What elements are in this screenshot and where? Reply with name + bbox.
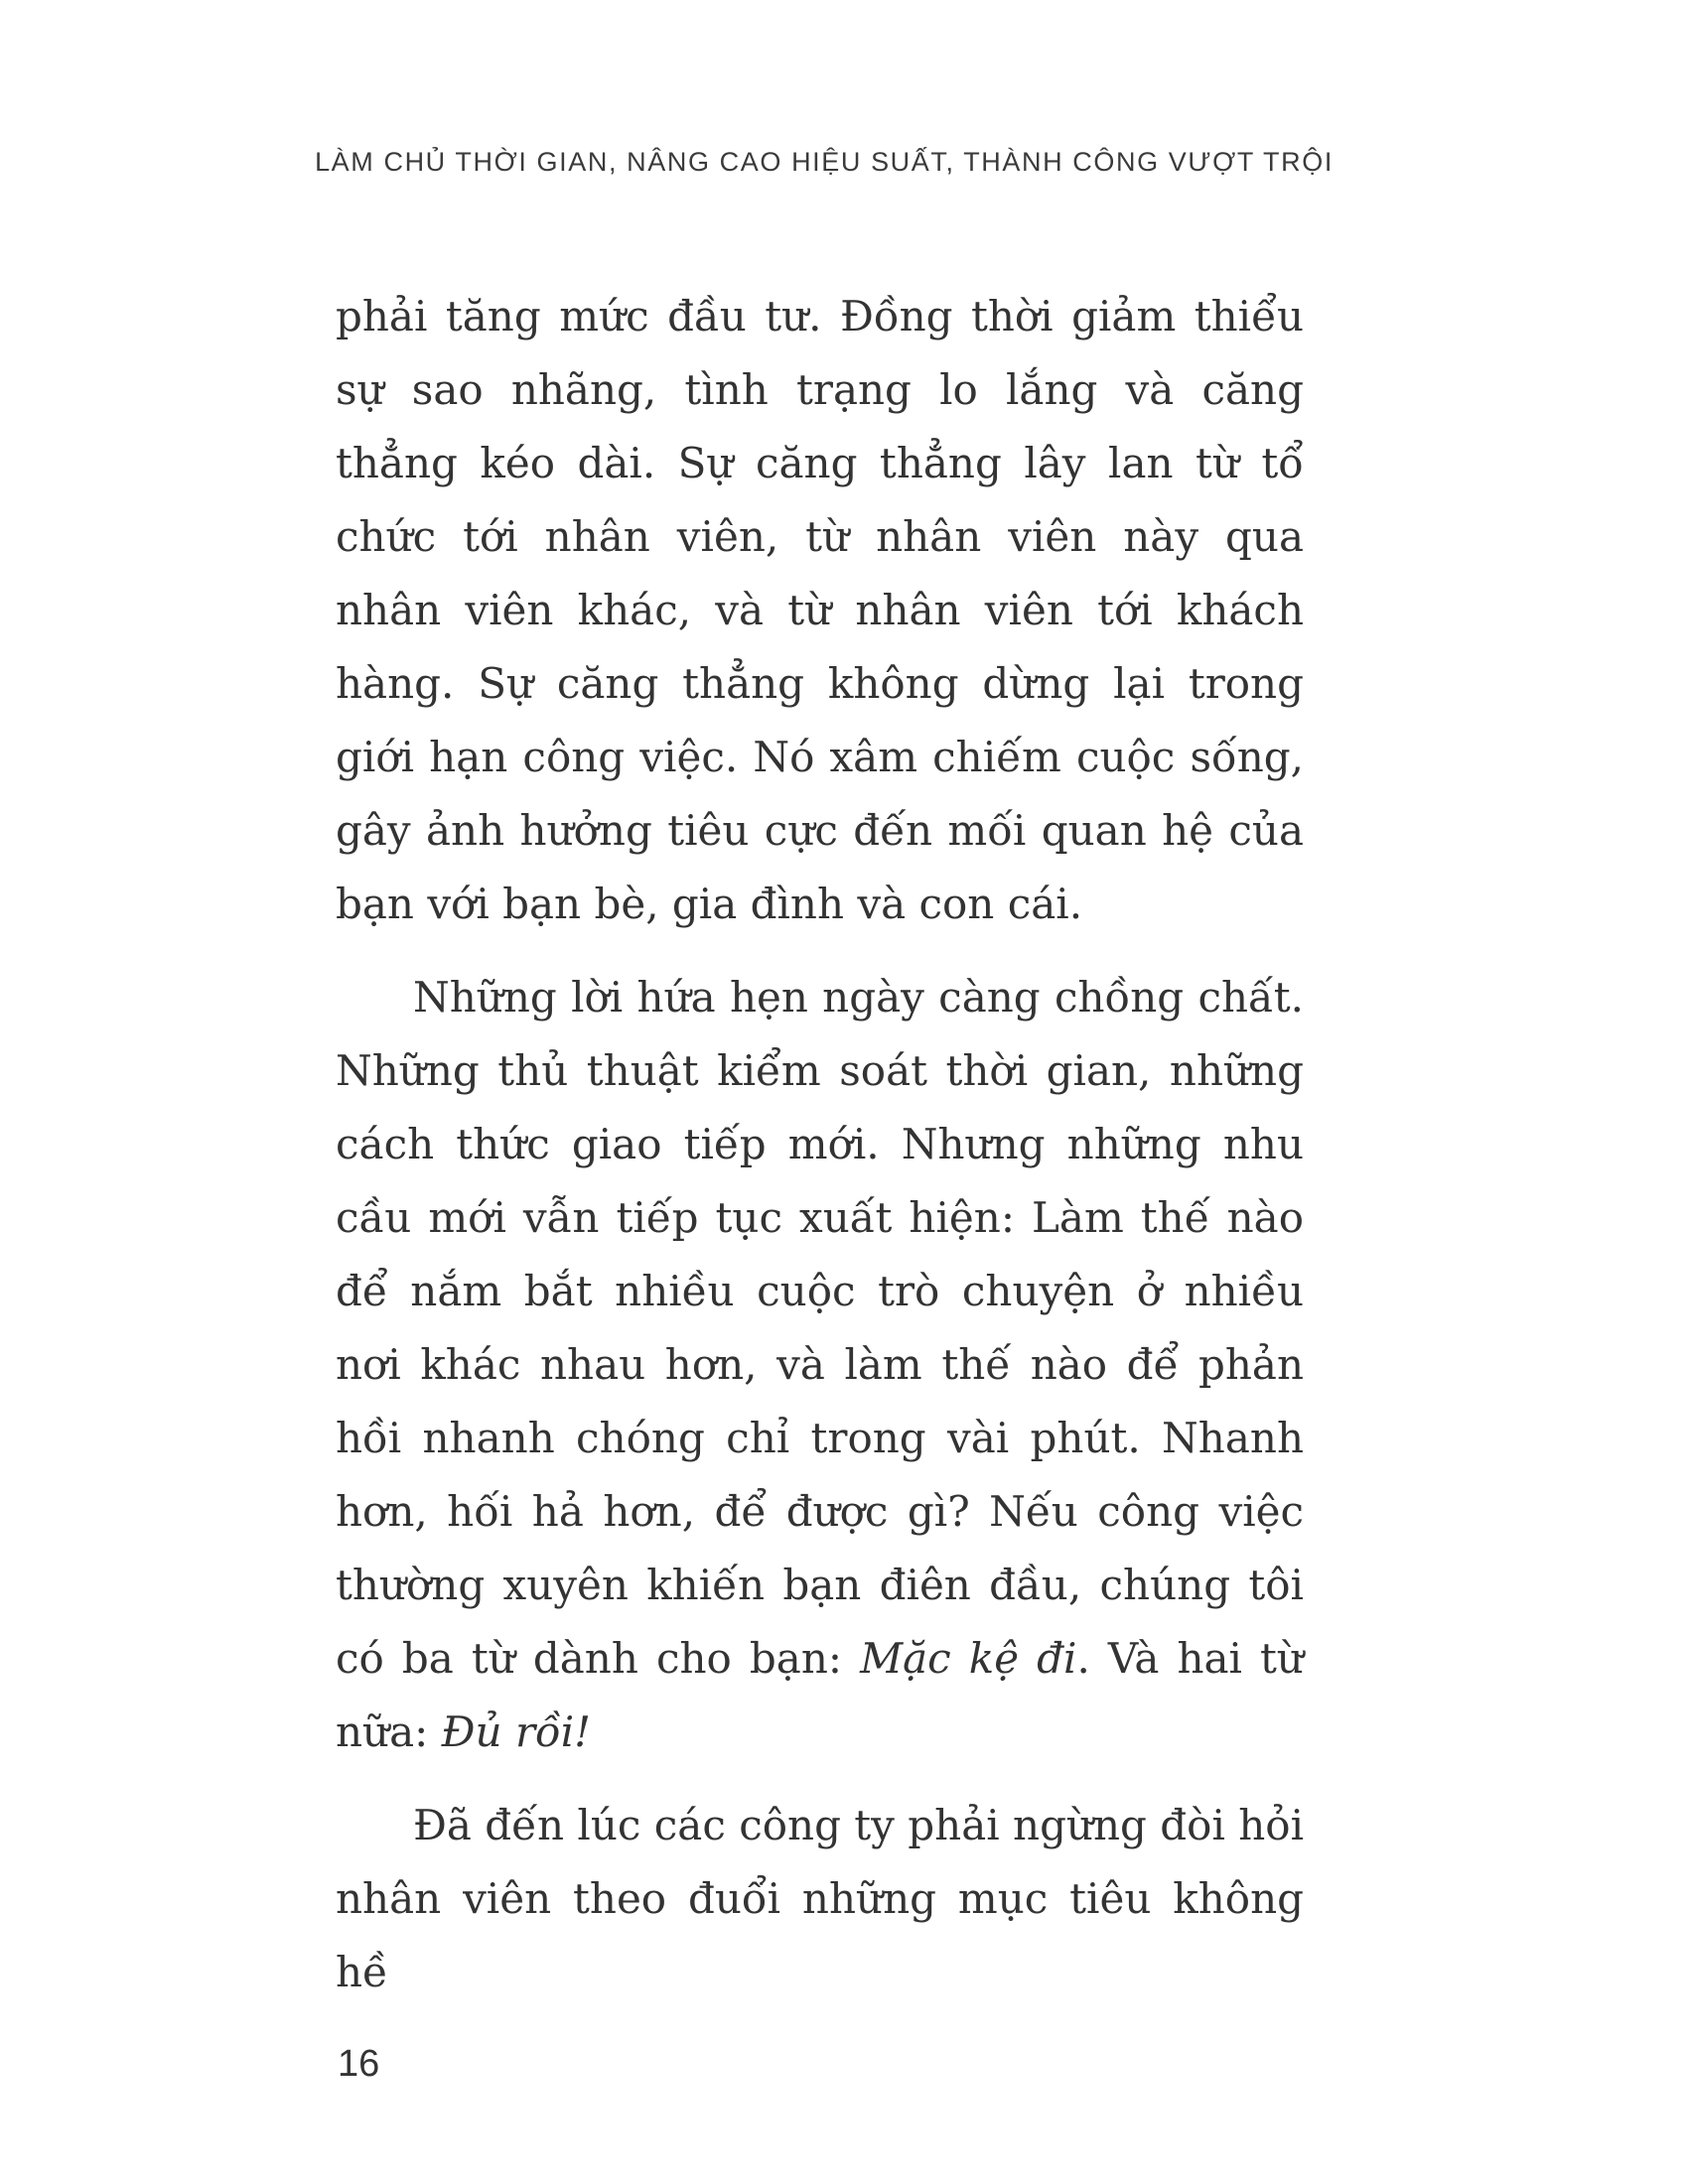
paragraph bbox=[336, 961, 1304, 1769]
body-text bbox=[336, 280, 1304, 2029]
paragraph bbox=[336, 1789, 1304, 2009]
italic-text-segment: Đủ rồi! bbox=[441, 1707, 592, 1756]
page-number: 16 bbox=[338, 2043, 380, 2085]
text-segment: phải tăng mức đầu tư. Đồng thời giảm thiểu sự sao nhãng, tình trạng lo lắng và căng thẳng kéo dài. Sự căng thẳng lây lan từ tổ chức tới nhân viên, từ nhân viên này qua nhân viên khác, và từ nhân viên tới khách hàng. Sự căng thẳng không dừng lại trong giới hạn công việc. Nó xâm chiếm cuộc sống, gây ảnh hưởng tiêu cực đến mối quan hệ của bạn với bạn bè, gia đình và con cái. bbox=[336, 292, 1304, 928]
paragraph bbox=[336, 280, 1304, 941]
text-segment: Những lời hứa hẹn ngày càng chồng chất. Những thủ thuật kiểm soát thời gian, những cách thức giao tiếp mới. Nhưng những nhu cầu mới vẫn tiếp tục xuất hiện: Làm thế nào để nắm bắt nhiều cuộc trò chuyện ở nhiều nơi khác nhau hơn, và làm thế nào để phản hồi nhanh chóng chỉ trong vài phút. Nhanh hơn, hối hả hơn, để được gì? Nếu công việc thường xuyên khiến bạn điên đầu, chúng tôi có ba từ dành cho bạn: bbox=[336, 973, 1304, 1683]
text-segment: Đã đến lúc các công ty phải ngừng đòi hỏi nhân viên theo đuổi những mục tiêu không hề bbox=[336, 1801, 1305, 1996]
italic-text-segment: Mặc kệ đi bbox=[860, 1634, 1077, 1683]
running-header-title: LÀM CHỦ THỜI GIAN, NÂNG CAO HIỆU SUẤT, THÀNH CÔNG VƯỢT TRỘI bbox=[315, 147, 1334, 177]
text-segment: . Và hai từ nữa: bbox=[336, 1634, 1304, 1756]
running-header bbox=[0, 147, 1648, 178]
